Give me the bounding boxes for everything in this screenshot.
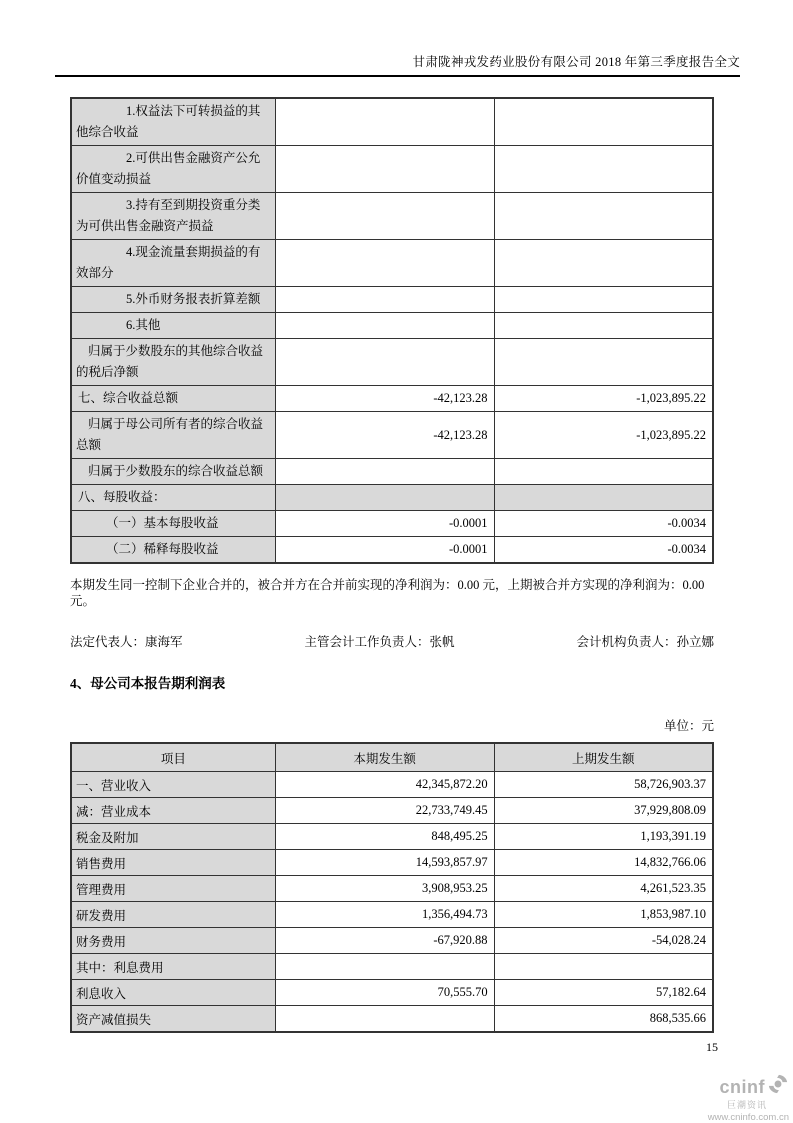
prior-value-cell (494, 146, 713, 193)
table-row (71, 980, 713, 1006)
row-label: 4.现金流量套期损益的有效部分 (71, 240, 275, 287)
row-label: 利息收入 (71, 980, 275, 1006)
prior-value-cell: 37,929,808.09 (494, 798, 713, 824)
chief-accountant: 主管会计工作负责人：张帆 (304, 635, 455, 649)
prior-value-cell (494, 98, 713, 146)
current-value-cell: 70,555.70 (275, 980, 494, 1006)
column-header-item: 项目 (71, 743, 275, 772)
table-header-row (71, 743, 713, 772)
row-label: 3.持有至到期投资重分类为可供出售金融资产损益 (71, 193, 275, 240)
row-label: 八、每股收益： (71, 485, 275, 511)
table-row (71, 240, 713, 287)
prior-value-cell: -1,023,895.22 (494, 412, 713, 459)
current-value-cell (275, 193, 494, 240)
table-row (71, 511, 713, 537)
current-value-cell: 3,908,953.25 (275, 876, 494, 902)
prior-value-cell (494, 485, 713, 511)
current-value-cell: -0.0001 (275, 511, 494, 537)
current-value-cell (275, 240, 494, 287)
table-row (71, 146, 713, 193)
row-label: 归属于母公司所有者的综合收益总额 (71, 412, 275, 459)
row-label: 1.权益法下可转损益的其他综合收益 (71, 98, 275, 146)
row-label: （二）稀释每股收益 (71, 537, 275, 564)
column-header-current: 本期发生额 (275, 743, 494, 772)
header-divider (55, 75, 740, 77)
unit-label: 单位：元 (663, 719, 714, 733)
current-value-cell: 42,345,872.20 (275, 772, 494, 798)
cninfo-logo (669, 1074, 789, 1123)
row-label: 销售费用 (71, 850, 275, 876)
table-row (71, 313, 713, 339)
current-value-cell (275, 98, 494, 146)
comprehensive-income-table (70, 97, 714, 564)
table-row (71, 459, 713, 485)
table-row (71, 798, 713, 824)
row-label: 归属于少数股东的其他综合收益的税后净额 (71, 339, 275, 386)
page-number: 15 (706, 1040, 718, 1054)
prior-value-cell: 58,726,903.37 (494, 772, 713, 798)
row-label: 减：营业成本 (71, 798, 275, 824)
prior-value-cell: 1,193,391.19 (494, 824, 713, 850)
row-label: 归属于少数股东的综合收益总额 (71, 459, 275, 485)
table-row (71, 1006, 713, 1033)
report-header-title: 甘肃陇神戎发药业股份有限公司 2018 年第三季度报告全文 (412, 55, 740, 69)
row-label: 研发费用 (71, 902, 275, 928)
table-row (71, 772, 713, 798)
page-content (70, 97, 714, 1033)
current-value-cell: -42,123.28 (275, 386, 494, 412)
table-row (71, 537, 713, 564)
table-row (71, 485, 713, 511)
table-row (71, 902, 713, 928)
prior-value-cell: -1,023,895.22 (494, 386, 713, 412)
prior-value-cell: -0.0034 (494, 511, 713, 537)
current-value-cell (275, 1006, 494, 1033)
current-value-cell (275, 459, 494, 485)
prior-value-cell (494, 313, 713, 339)
table-row (71, 412, 713, 459)
cninfo-logo-caption: 巨潮资讯 (726, 1100, 767, 1110)
row-label: 财务费用 (71, 928, 275, 954)
prior-value-cell: 1,853,987.10 (494, 902, 713, 928)
prior-value-cell (494, 240, 713, 287)
table-row (71, 98, 713, 146)
current-value-cell (275, 287, 494, 313)
prior-value-cell (494, 287, 713, 313)
current-value-cell (275, 313, 494, 339)
current-value-cell: -67,920.88 (275, 928, 494, 954)
current-value-cell: -0.0001 (275, 537, 494, 564)
cninfo-logo-url: www.cninfo.com.cn (707, 1112, 789, 1123)
table-row (71, 928, 713, 954)
row-label: 管理费用 (71, 876, 275, 902)
row-label: 资产减值损失 (71, 1006, 275, 1033)
parent-income-table (70, 742, 714, 1033)
row-label: 七、综合收益总额 (71, 386, 275, 412)
prior-value-cell: 868,535.66 (494, 1006, 713, 1033)
row-label: 税金及附加 (71, 824, 275, 850)
prior-value-cell (494, 954, 713, 980)
accounting-head: 会计机构负责人：孙立娜 (576, 635, 714, 649)
prior-value-cell: -0.0034 (494, 537, 713, 564)
table-row (71, 824, 713, 850)
prior-value-cell: 14,832,766.06 (494, 850, 713, 876)
prior-value-cell: 57,182.64 (494, 980, 713, 1006)
cninfo-logo-text: cninf (719, 1076, 765, 1097)
prior-value-cell (494, 339, 713, 386)
table-row (71, 386, 713, 412)
merger-note: 本期发生同一控制下企业合并的，被合并方在合并前实现的净利润为：0.00 元，上期被合并方实现的净利润为：0.00 元。 (70, 578, 705, 608)
current-value-cell: 1,356,494.73 (275, 902, 494, 928)
current-value-cell: 22,733,749.45 (275, 798, 494, 824)
table-row (71, 339, 713, 386)
prior-value-cell (494, 193, 713, 240)
row-label: 6.其他 (71, 313, 275, 339)
table-row (71, 954, 713, 980)
table-row (71, 193, 713, 240)
legal-representative: 法定代表人：康海军 (70, 635, 183, 649)
prior-value-cell: 4,261,523.35 (494, 876, 713, 902)
table-row (71, 850, 713, 876)
row-label: 其中：利息费用 (71, 954, 275, 980)
row-label: （一）基本每股收益 (71, 511, 275, 537)
section-heading: 4、母公司本报告期利润表 (70, 676, 226, 691)
current-value-cell (275, 485, 494, 511)
prior-value-cell (494, 459, 713, 485)
row-label: 一、营业收入 (71, 772, 275, 798)
current-value-cell: 14,593,857.97 (275, 850, 494, 876)
current-value-cell: 848,495.25 (275, 824, 494, 850)
table-row (71, 287, 713, 313)
row-label: 2.可供出售金融资产公允价值变动损益 (71, 146, 275, 193)
current-value-cell (275, 146, 494, 193)
table-row (71, 876, 713, 902)
current-value-cell (275, 339, 494, 386)
signature-line (70, 632, 714, 650)
current-value-cell: -42,123.28 (275, 412, 494, 459)
column-header-prior: 上期发生额 (494, 743, 713, 772)
swirl-icon (767, 1074, 789, 1099)
prior-value-cell: -54,028.24 (494, 928, 713, 954)
row-label: 5.外币财务报表折算差额 (71, 287, 275, 313)
current-value-cell (275, 954, 494, 980)
